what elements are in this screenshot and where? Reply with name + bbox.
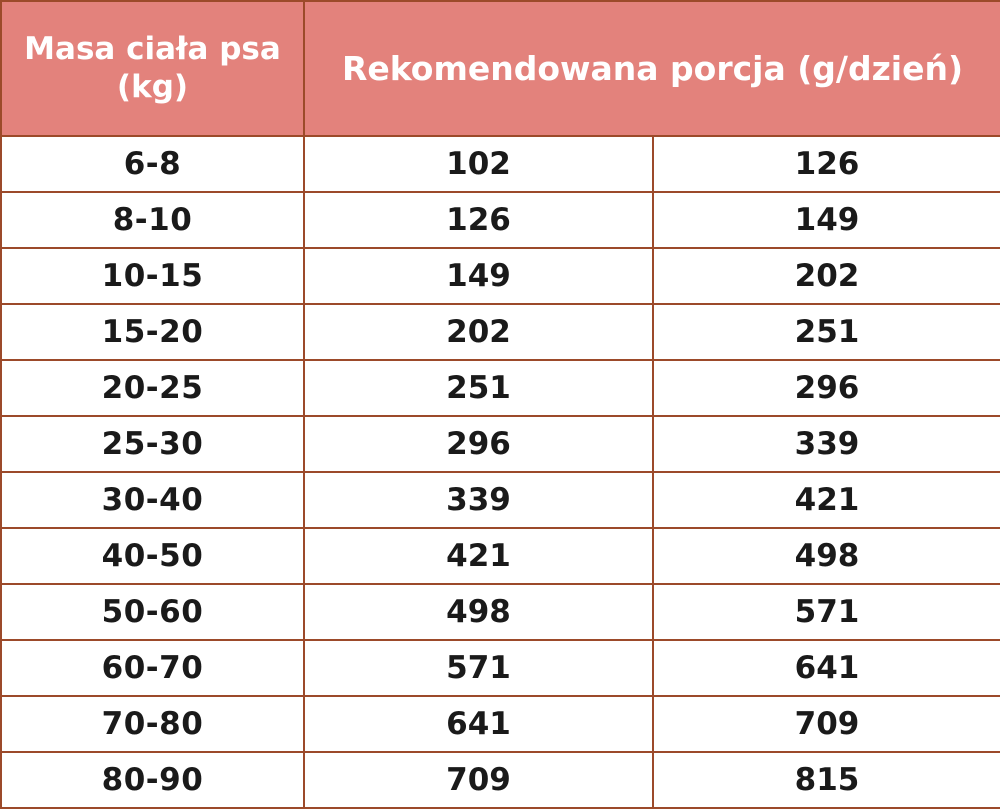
cell-portion-low: 202 (304, 304, 653, 360)
cell-dog-weight: 70-80 (1, 696, 304, 752)
cell-portion-high: 126 (653, 136, 1000, 192)
table-row (1, 584, 1000, 640)
table-row (1, 248, 1000, 304)
table-row (1, 360, 1000, 416)
cell-portion-high: 339 (653, 416, 1000, 472)
cell-dog-weight: 10-15 (1, 248, 304, 304)
cell-dog-weight: 30-40 (1, 472, 304, 528)
table-header (1, 1, 1000, 136)
cell-portion-high: 498 (653, 528, 1000, 584)
cell-portion-high: 421 (653, 472, 1000, 528)
cell-portion-low: 296 (304, 416, 653, 472)
cell-portion-low: 709 (304, 752, 653, 808)
table-row (1, 192, 1000, 248)
cell-dog-weight: 6-8 (1, 136, 304, 192)
cell-portion-high: 149 (653, 192, 1000, 248)
cell-portion-high: 202 (653, 248, 1000, 304)
cell-portion-low: 421 (304, 528, 653, 584)
cell-portion-high: 296 (653, 360, 1000, 416)
cell-dog-weight: 20-25 (1, 360, 304, 416)
cell-portion-high: 641 (653, 640, 1000, 696)
cell-dog-weight: 15-20 (1, 304, 304, 360)
header-row (1, 1, 1000, 136)
cell-dog-weight: 40-50 (1, 528, 304, 584)
table-row (1, 472, 1000, 528)
table-row (1, 416, 1000, 472)
table-row (1, 528, 1000, 584)
table-body (1, 136, 1000, 808)
cell-portion-high: 571 (653, 584, 1000, 640)
cell-portion-low: 339 (304, 472, 653, 528)
cell-portion-low: 498 (304, 584, 653, 640)
table-row (1, 696, 1000, 752)
cell-portion-low: 126 (304, 192, 653, 248)
table-row (1, 136, 1000, 192)
cell-portion-low: 102 (304, 136, 653, 192)
cell-portion-low: 149 (304, 248, 653, 304)
cell-portion-high: 815 (653, 752, 1000, 808)
cell-dog-weight: 50-60 (1, 584, 304, 640)
table-row (1, 304, 1000, 360)
cell-portion-high: 709 (653, 696, 1000, 752)
column-header-dog-weight: Masa ciała psa (kg) (1, 1, 304, 136)
cell-dog-weight: 8-10 (1, 192, 304, 248)
table-row (1, 640, 1000, 696)
cell-portion-low: 571 (304, 640, 653, 696)
cell-dog-weight: 60-70 (1, 640, 304, 696)
cell-dog-weight: 80-90 (1, 752, 304, 808)
cell-portion-low: 251 (304, 360, 653, 416)
cell-dog-weight: 25-30 (1, 416, 304, 472)
table-row (1, 752, 1000, 808)
cell-portion-low: 641 (304, 696, 653, 752)
cell-portion-high: 251 (653, 304, 1000, 360)
column-header-recommended-portion: Rekomendowana porcja (g/dzień) (304, 1, 1000, 136)
